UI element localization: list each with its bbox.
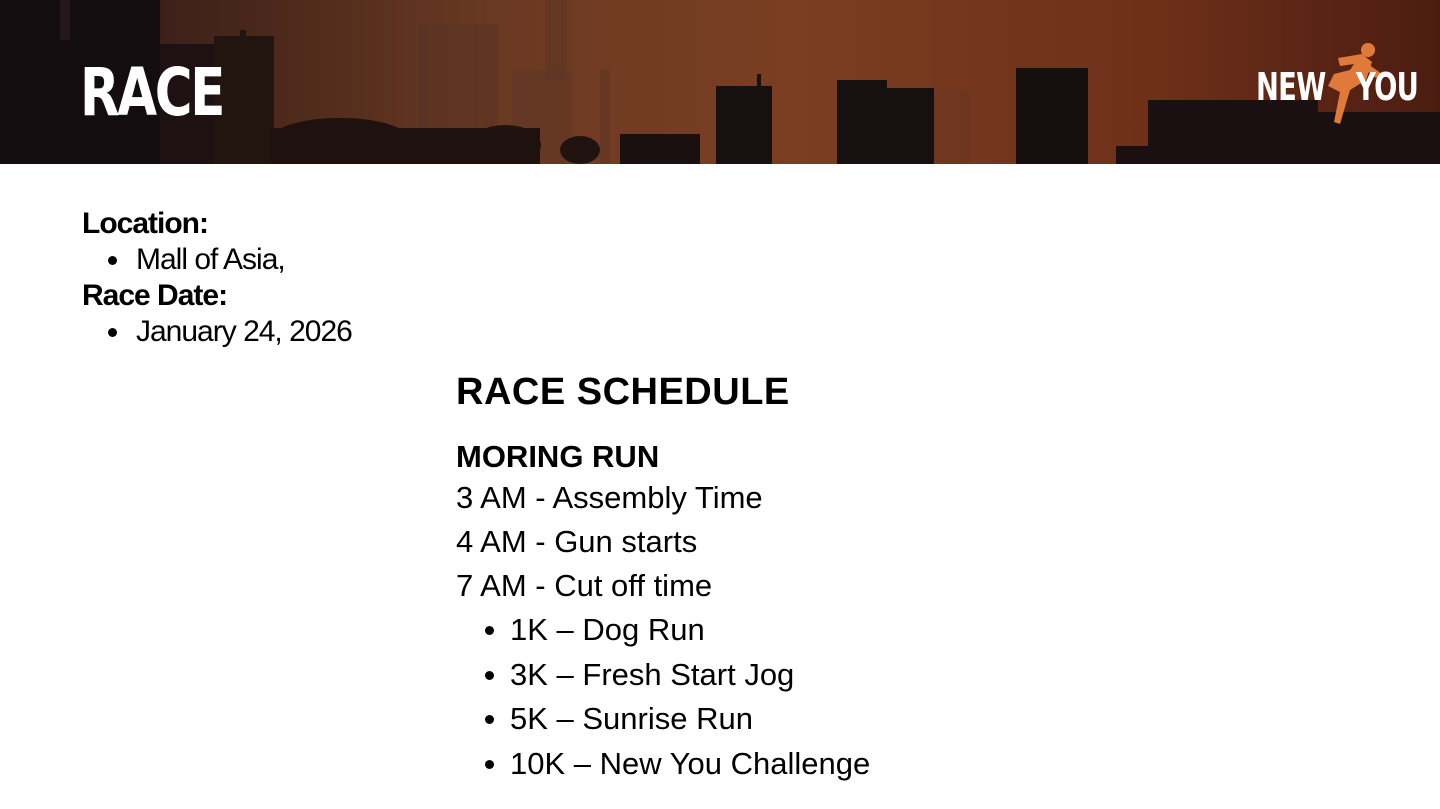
race-category-item: 5K – Sunrise Run — [456, 697, 870, 742]
hero-banner — [0, 0, 1440, 164]
schedule-time-item: 4 AM - Gun starts — [456, 524, 698, 559]
race-date-label: Race Date: — [82, 279, 228, 312]
location-label: Location: — [82, 207, 208, 240]
race-date-list — [82, 314, 352, 350]
race-date-value: January 24, 2026 — [82, 314, 352, 350]
race-info — [82, 206, 352, 350]
brand-text-you: YOU — [1356, 65, 1419, 109]
location-list — [82, 242, 352, 278]
schedule-subtitle: MORING RUN — [456, 439, 660, 474]
race-category-item: 1K – Dog Run — [456, 608, 870, 653]
race-category-item: 10K – New You Challenge — [456, 742, 870, 787]
brand-text-new: NEW — [1256, 65, 1326, 109]
new-you-logo — [1246, 40, 1419, 130]
hero-title: RACE — [80, 54, 224, 131]
schedule-time-item: 3 AM - Assembly Time — [456, 480, 763, 515]
race-category-item: 3K – Fresh Start Jog — [456, 653, 870, 698]
schedule-time-item: 7 AM - Cut off time — [456, 568, 713, 603]
schedule-title: RACE SCHEDULE — [456, 371, 790, 413]
race-schedule — [456, 366, 870, 786]
race-categories-list — [456, 608, 870, 786]
location-value: Mall of Asia, — [82, 242, 352, 278]
